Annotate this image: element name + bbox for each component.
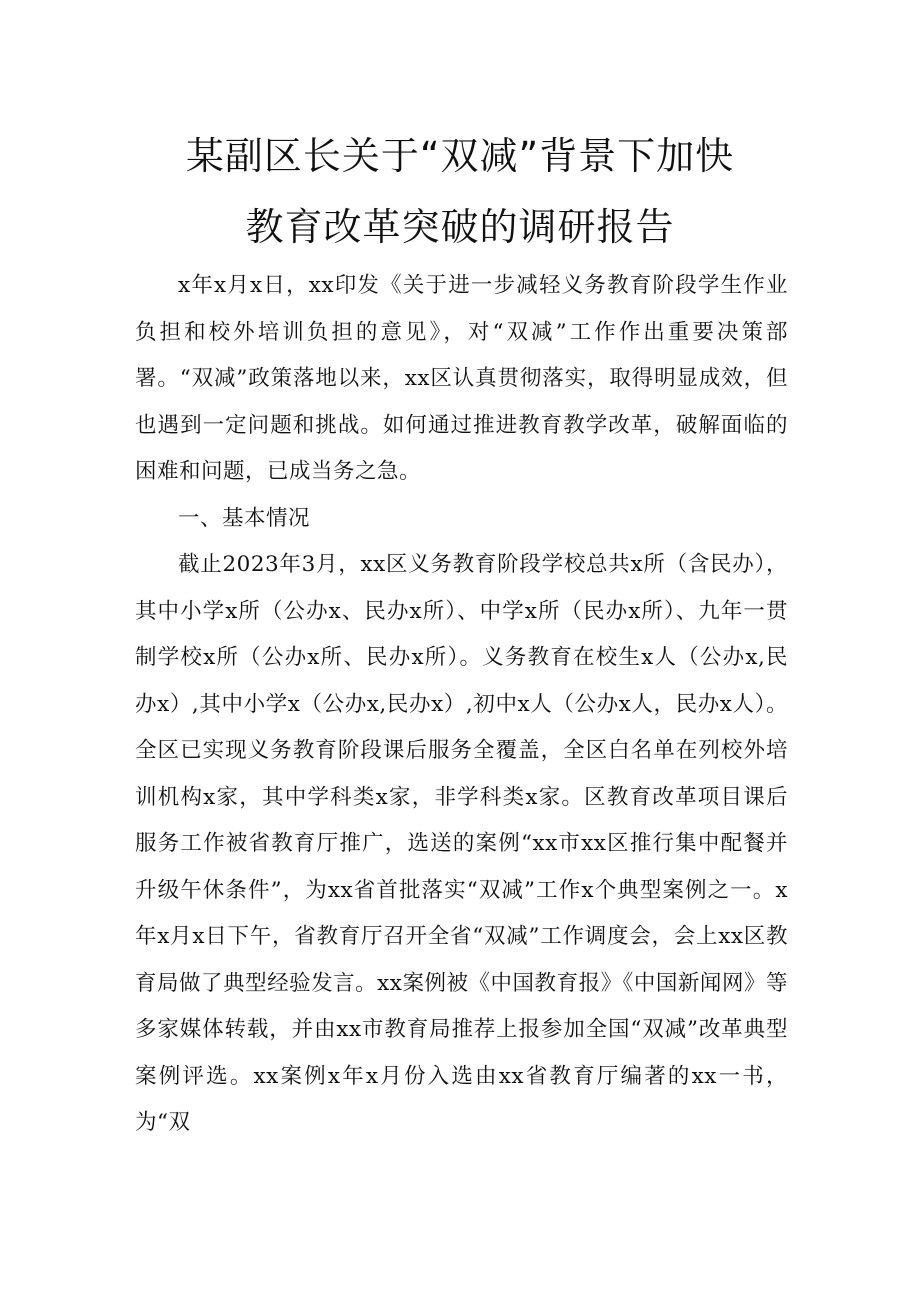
paragraph-intro: x年x月x日，xx印发《关于进一步减轻义务教育阶段学生作业负担和校外培训负担的意见》，对“双减”工作作出重要决策部署。“双减”政策落地以来，xx区认真贯彻落实，取得明显成效，但也遇到一定问题和挑战。如何通过推进教育教学改革，破解面临的困难和问题，已成当务之急。 — [135, 273, 788, 484]
section-heading-basic-situation: 一、基本情况 — [178, 505, 311, 531]
document-title-line-2: 教育改革突破的调研报告 — [245, 205, 675, 249]
document-title-line-1: 某副区长关于“双减”背景下加快 — [185, 134, 735, 178]
paragraph-basic-situation: 截止2023年3月，xx区义务教育阶段学校总共x所（含民办），其中小学x所（公办x、民办x所）、中学x所（民办x所）、九年一贯制学校x所（公办x所、民办x所）。义务教育在校生x人（公办x,民办x）,其中小学x（公办x,民办x）,初中x人（公办x人，民办x人）。全区已实现义务教育阶段课后服务全覆盖，全区白名单在列校外培训机构x家，其中学科类x家，非学科类x家。区教育改革项目课后服务工作被省教育厅推广，选送的案例“xx市xx区推行集中配餐并升级午休条件”，为xx省首批落实“双减”工作x个典型案例之一。x年x月x日下午，省教育厅召开全省“双减”工作调度会，会上xx区教育局做了典型经验发言。xx案例被《中国教育报》《中国新闻网》等多家媒体转载，并由xx市教育局推荐上报参加全国“双减”改革典型案例评选。xx案例x年x月份入选由xx省教育厅编著的xx一书，为“双 — [135, 552, 788, 1135]
document-body — [135, 263, 788, 1147]
